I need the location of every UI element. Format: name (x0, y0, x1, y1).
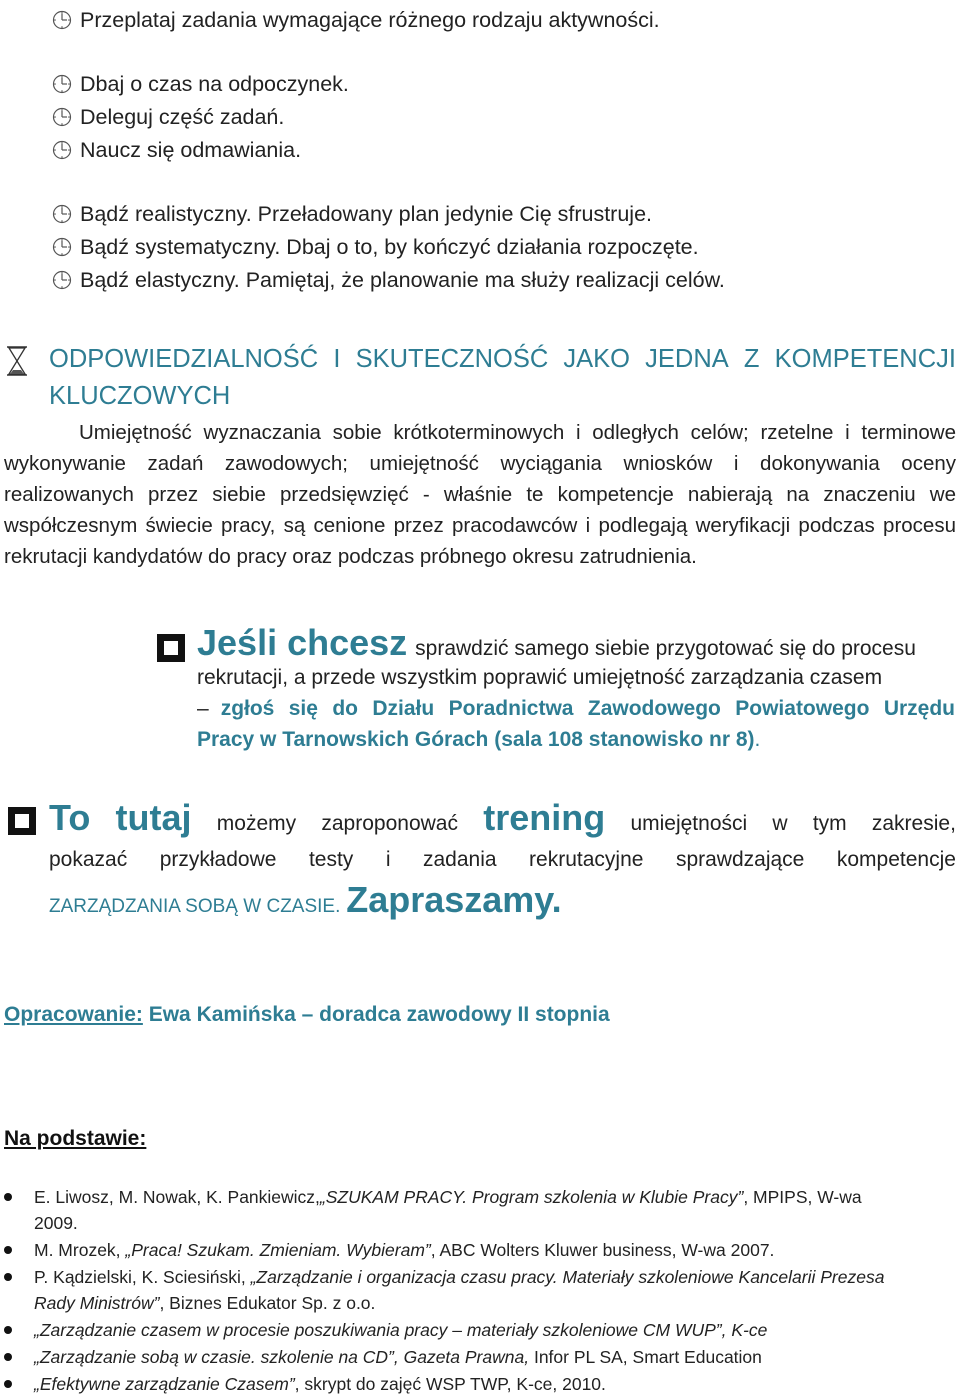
reference-item (34, 1317, 956, 1343)
tip-text: Deleguj część zadań. (80, 104, 285, 129)
hourglass-icon (4, 345, 30, 377)
reference-year: 2009. (34, 1213, 78, 1233)
bullet-icon (4, 1193, 12, 1201)
tip-item (52, 267, 725, 293)
credit-label: Opracowanie: (4, 1003, 143, 1026)
offer-word: tym (812, 812, 847, 835)
clock-icon (52, 204, 72, 224)
invite-text: Zapraszamy. (346, 879, 562, 920)
clock-icon (52, 107, 72, 127)
section-heading (49, 345, 956, 374)
reference-title: „Efektywne zarządzanie Czasem” (34, 1374, 295, 1394)
offer-word: pokazać (49, 848, 128, 871)
offer-text: sprawdzić samego siebie przygotować się do procesu (415, 637, 916, 660)
offer-caps: ZARZĄDZANIA SOBĄ W CZASIE. (49, 896, 341, 917)
clock-icon (52, 74, 72, 94)
reference-authors: M. Mrozek, (34, 1240, 126, 1260)
bullet-icon (4, 1273, 12, 1281)
reference-item (34, 1237, 956, 1263)
offer-word: umiejętności (630, 812, 748, 835)
heading-word: JEDNA (645, 345, 729, 373)
reference-title: „Zarządzanie czasem w procesie poszukiwania pracy – materiały szkoleniowe CM WUP”, K-ce (34, 1320, 768, 1340)
office-link-text: Pracy w Tarnowskich Górach (sala 108 stanowisko nr 8) (197, 728, 755, 751)
reference-item (34, 1184, 956, 1236)
offer-training (49, 797, 956, 925)
heading-word: ODPOWIEDZIALNOŚĆ (49, 345, 319, 373)
reference-title: Rady Ministrów” (34, 1293, 160, 1313)
heading-word: KOMPETENCJI (774, 345, 956, 373)
references-title: Na podstawie: (4, 1127, 147, 1150)
bullet-icon (4, 1326, 12, 1334)
tip-item (52, 7, 660, 33)
tip-item (52, 71, 349, 97)
author-credit (4, 1003, 610, 1027)
offer-word: zaproponować (321, 812, 458, 835)
offer-dash: – (197, 697, 209, 720)
offer-word: testy (308, 848, 354, 871)
tip-item (52, 104, 284, 130)
offer-period: . (754, 728, 761, 751)
office-link-text: zgłoś się do Działu Poradnictwa Zawodowego Powiatowego Urzędu (220, 697, 955, 720)
bullet-icon (4, 1380, 12, 1388)
square-bullet-icon (7, 806, 37, 836)
tip-text: Bądź realistyczny. Przeładowany plan jedynie Cię sfrustruje. (80, 201, 653, 226)
offer-highlight: trening (483, 797, 606, 838)
reference-title: „Zarządzanie sobą w czasie. szkolenie na CD”, Gazeta Prawna, (34, 1347, 530, 1367)
heading-word: I (333, 345, 341, 373)
offer-lead: Jeśli chcesz (197, 622, 408, 663)
heading-word: Z (743, 345, 760, 373)
reference-authors: P. Kądzielski, K. Sciesiński, (34, 1267, 251, 1287)
tip-text: Naucz się odmawiania. (80, 137, 302, 162)
reference-item (34, 1264, 956, 1316)
tip-item (52, 234, 699, 260)
tip-text: Dbaj o czas na odpoczynek. (80, 71, 349, 96)
tip-text: Bądź systematyczny. Dbaj o to, by kończyć działania rozpoczęte. (80, 234, 699, 259)
section-paragraph: Umiejętność wyznaczania sobie krótkoterminowych i odległych celów; rzetelne i terminowe wykonywanie zadań zawodowych; umiejętność wyciągania wniosków i dokonywania oceny realizowanych przez siebie przedsięwzięć - właśnie te kompetencje nabierają na znaczeniu we współczesnym świecie pracy, są cenione przez pracodawców i podlegają weryfikacji podczas procesu rekrutacji kandydatów do pracy oraz podczas próbnego okresu zatrudnienia. (4, 421, 956, 568)
offer-lead: tutaj (115, 797, 192, 838)
square-bullet-icon (156, 633, 186, 663)
offer-word: w (772, 812, 788, 835)
reference-publisher: , MPIPS, W-wa (743, 1187, 862, 1207)
tip-text: Przeplataj zadania wymagające różnego rodzaju aktywności. (80, 7, 660, 32)
offer-word: i (385, 848, 391, 871)
offer-text: rekrutacji, a przede wszystkim poprawić umiejętność zarządzania czasem (197, 666, 883, 689)
reference-item (34, 1371, 956, 1397)
section-heading-line2: KLUCZOWYCH (49, 382, 231, 410)
offer-word: zadania (422, 848, 497, 871)
reference-item (34, 1344, 956, 1370)
offer-word: przykładowe (159, 848, 277, 871)
reference-authors: E. Liwosz, M. Nowak, K. Pankiewicz, (34, 1187, 320, 1207)
reference-publisher: , Biznes Edukator Sp. z o.o. (159, 1293, 376, 1313)
offer-register (197, 622, 955, 755)
offer-word: kompetencje (836, 848, 956, 871)
clock-icon (52, 10, 72, 30)
bullet-icon (4, 1246, 12, 1254)
offer-word: sprawdzające (675, 848, 805, 871)
clock-icon (52, 140, 72, 160)
bullet-icon (4, 1353, 12, 1361)
tip-text: Bądź elastyczny. Pamiętaj, że planowanie ma służy realizacji celów. (80, 267, 725, 292)
tip-item (52, 137, 301, 163)
reference-publisher: , skrypt do zajęć WSP TWP, K-ce, 2010. (294, 1374, 606, 1394)
reference-publisher: , ABC Wolters Kluwer business, W-wa 2007. (430, 1240, 775, 1260)
clock-icon (52, 270, 72, 290)
credit-author: Ewa Kamińska – doradca zawodowy II stopnia (148, 1003, 610, 1026)
heading-word: SKUTECZNOŚĆ (355, 345, 549, 373)
reference-title: „SZUKAM PRACY. Program szkolenia w Klubie Pracy” (319, 1187, 744, 1207)
tip-item (52, 201, 652, 227)
clock-icon (52, 237, 72, 257)
reference-publisher: Infor PL SA, Smart Education (529, 1347, 762, 1367)
offer-word: zakresie, (871, 812, 956, 835)
reference-title: „Praca! Szukam. Zmieniam. Wybieram” (125, 1240, 431, 1260)
reference-title: „Zarządzanie i organizacja czasu pracy. Materiały szkoleniowe Kancelarii Prezesa (250, 1267, 885, 1287)
offer-word: rekrutacyjne (529, 848, 644, 871)
offer-word: możemy (216, 812, 297, 835)
heading-word: JAKO (563, 345, 631, 373)
offer-lead: To (49, 797, 91, 838)
